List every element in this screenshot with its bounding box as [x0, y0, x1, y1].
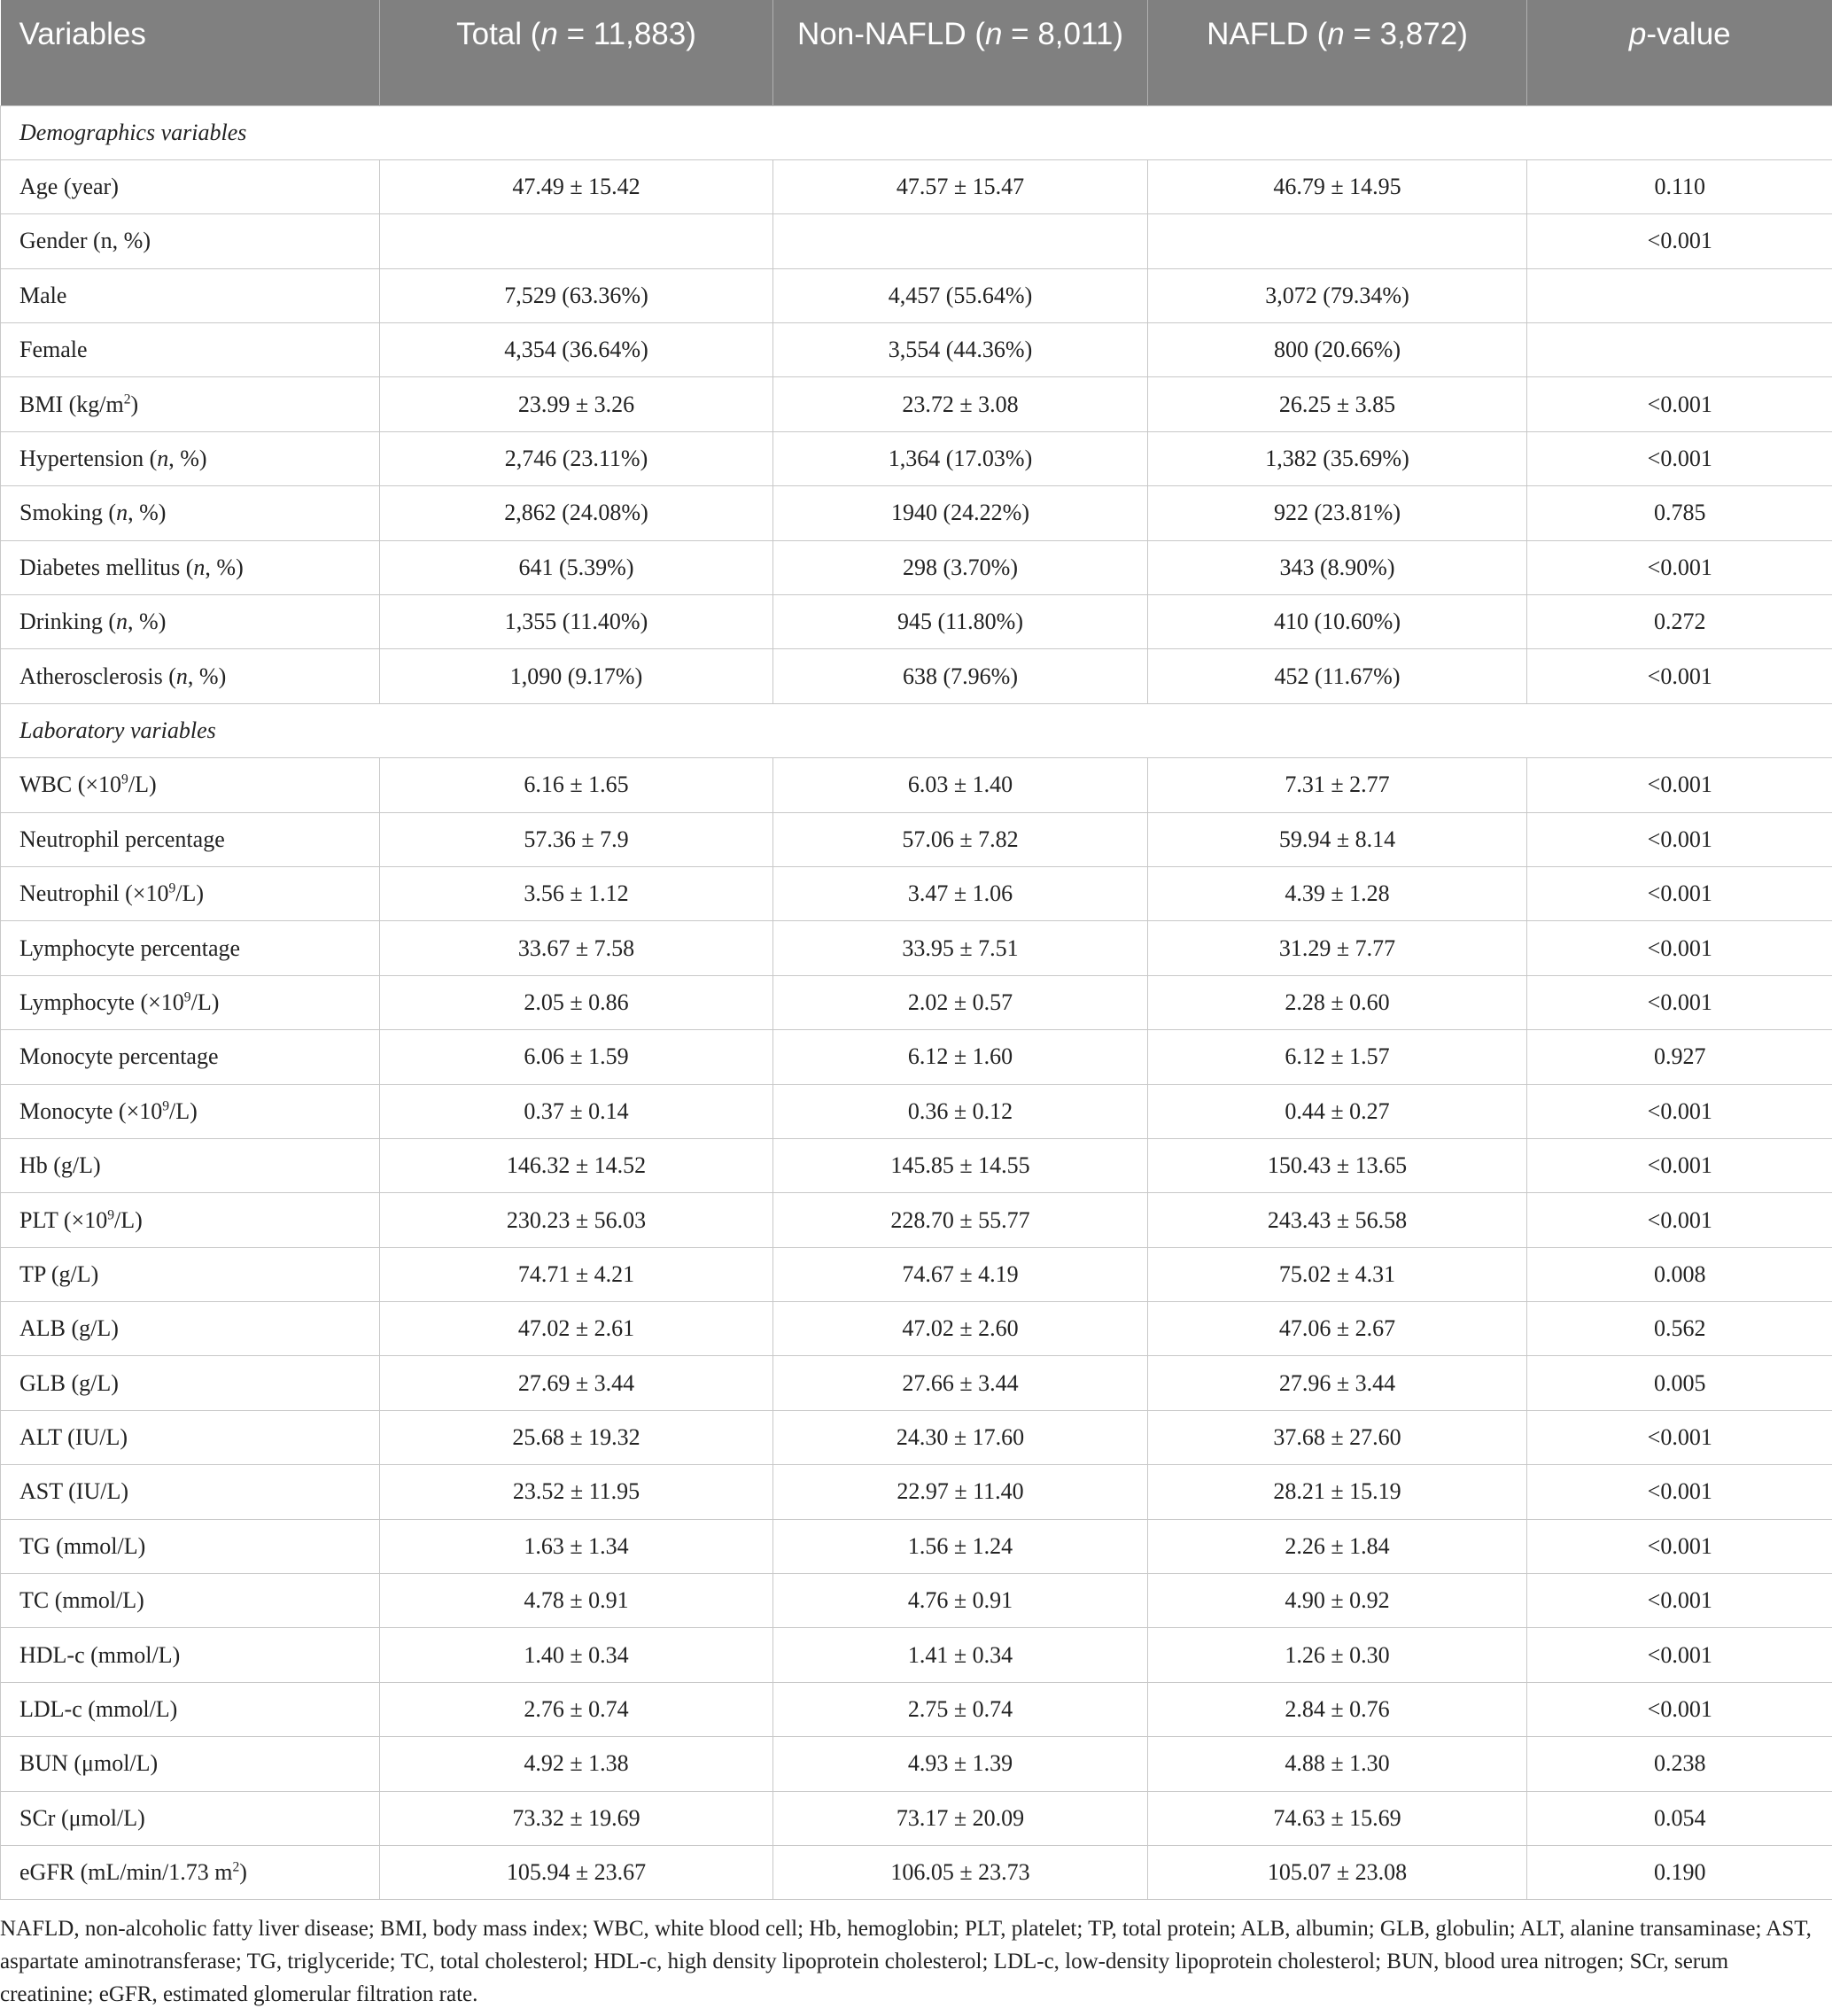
cell-non-nafld: 47.02 ± 2.60 — [773, 1302, 1148, 1356]
table-row — [1, 866, 1832, 920]
cell-non-nafld: 74.67 ± 4.19 — [773, 1247, 1148, 1301]
cell-p-value: <0.001 — [1527, 377, 1832, 431]
variable-label-text: Age (year) — [19, 174, 119, 200]
table-row — [1, 1628, 1832, 1682]
variable-label — [1, 159, 380, 213]
variable-label-text: Neutrophil percentage — [19, 826, 225, 852]
variable-label-text: Lymphocyte (×10 — [19, 989, 184, 1015]
table-row — [1, 159, 1832, 213]
variable-label-text-suffix: /L) — [169, 1097, 198, 1124]
variable-label — [1, 1356, 380, 1410]
variable-label-italic: n — [157, 446, 169, 472]
variable-label — [1, 1030, 380, 1084]
variable-label-italic: n — [116, 500, 128, 526]
header-total-italic: n — [540, 17, 558, 51]
cell-total: 2,746 (23.11%) — [380, 431, 773, 485]
cell-p-value — [1527, 268, 1832, 322]
cell-non-nafld: 638 (7.96%) — [773, 649, 1148, 703]
header-non-nafld — [773, 0, 1148, 105]
cell-non-nafld: 2.02 ± 0.57 — [773, 975, 1148, 1029]
variable-label-text: Female — [19, 337, 88, 363]
cell-non-nafld: 6.03 ± 1.40 — [773, 758, 1148, 812]
variable-label — [1, 1846, 380, 1900]
cell-non-nafld: 27.66 ± 3.44 — [773, 1356, 1148, 1410]
variable-label — [1, 540, 380, 594]
cell-total — [380, 214, 773, 268]
cell-non-nafld: 1,364 (17.03%) — [773, 431, 1148, 485]
variable-label — [1, 1574, 380, 1628]
cell-non-nafld: 298 (3.70%) — [773, 540, 1148, 594]
variable-label-superscript: 9 — [162, 1098, 170, 1114]
cell-total: 27.69 ± 3.44 — [380, 1356, 773, 1410]
cell-non-nafld: 23.72 ± 3.08 — [773, 377, 1148, 431]
table-row — [1, 1791, 1832, 1845]
header-p-value — [1527, 0, 1832, 105]
cell-non-nafld: 47.57 ± 15.47 — [773, 159, 1148, 213]
cell-nafld: 75.02 ± 4.31 — [1148, 1247, 1527, 1301]
variable-label — [1, 1193, 380, 1247]
cell-p-value: 0.562 — [1527, 1302, 1832, 1356]
header-non-nafld-text: Non-NAFLD ( — [797, 17, 985, 51]
variable-label-text: TG (mmol/L) — [19, 1532, 146, 1559]
variable-label — [1, 1519, 380, 1573]
variable-label-text: Hypertension ( — [19, 446, 158, 472]
variable-label — [1, 1410, 380, 1464]
table-row — [1, 431, 1832, 485]
variable-label-text: AST (IU/L) — [19, 1478, 129, 1505]
variable-label — [1, 866, 380, 920]
header-nafld-text-suffix: = 3,872) — [1344, 17, 1468, 51]
cell-nafld: 47.06 ± 2.67 — [1148, 1302, 1527, 1356]
variable-label-superscript: 9 — [168, 880, 176, 896]
variable-label-text-suffix: /L) — [128, 772, 157, 798]
table-row — [1, 1846, 1832, 1900]
cell-total: 4,354 (36.64%) — [380, 323, 773, 377]
variable-label-text: BMI (kg/m — [19, 391, 124, 417]
variable-label — [1, 486, 380, 540]
cell-nafld: 452 (11.67%) — [1148, 649, 1527, 703]
cell-non-nafld: 1.56 ± 1.24 — [773, 1519, 1148, 1573]
cell-nafld — [1148, 214, 1527, 268]
header-non-nafld-text-suffix: = 8,011) — [1002, 17, 1123, 51]
cell-non-nafld: 4.76 ± 0.91 — [773, 1574, 1148, 1628]
cell-nafld: 105.07 ± 23.08 — [1148, 1846, 1527, 1900]
cell-nafld: 1,382 (35.69%) — [1148, 431, 1527, 485]
cell-nafld: 922 (23.81%) — [1148, 486, 1527, 540]
variable-label-text: HDL-c (mmol/L) — [19, 1641, 181, 1668]
table-header — [1, 0, 1832, 105]
cell-total: 2.05 ± 0.86 — [380, 975, 773, 1029]
table-row — [1, 1193, 1832, 1247]
cell-nafld: 3,072 (79.34%) — [1148, 268, 1527, 322]
variable-label — [1, 431, 380, 485]
cell-non-nafld: 4.93 ± 1.39 — [773, 1737, 1148, 1791]
cell-p-value: 0.272 — [1527, 595, 1832, 649]
cell-non-nafld: 945 (11.80%) — [773, 595, 1148, 649]
table-row — [1, 1356, 1832, 1410]
cell-nafld: 410 (10.60%) — [1148, 595, 1527, 649]
cell-nafld: 27.96 ± 3.44 — [1148, 1356, 1527, 1410]
cell-non-nafld: 0.36 ± 0.12 — [773, 1084, 1148, 1138]
header-nafld — [1148, 0, 1527, 105]
cell-total: 1.63 ± 1.34 — [380, 1519, 773, 1573]
section-row — [1, 105, 1832, 159]
cell-nafld: 74.63 ± 15.69 — [1148, 1791, 1527, 1845]
variable-label-italic: n — [175, 663, 188, 689]
variable-label-text: Monocyte (×10 — [19, 1097, 163, 1124]
table-row — [1, 758, 1832, 812]
cell-total: 7,529 (63.36%) — [380, 268, 773, 322]
cell-nafld: 28.21 ± 15.19 — [1148, 1465, 1527, 1519]
table-row — [1, 1737, 1832, 1791]
header-total — [380, 0, 773, 105]
variable-label — [1, 1628, 380, 1682]
header-total-text: Total ( — [456, 17, 541, 51]
cell-p-value: <0.001 — [1527, 540, 1832, 594]
variable-label-superscript: 2 — [232, 1859, 240, 1875]
cell-non-nafld: 22.97 ± 11.40 — [773, 1465, 1148, 1519]
cell-p-value: 0.785 — [1527, 486, 1832, 540]
table-row — [1, 1574, 1832, 1628]
variable-label-text: ALT (IU/L) — [19, 1424, 128, 1451]
cell-nafld: 343 (8.90%) — [1148, 540, 1527, 594]
cell-nafld: 150.43 ± 13.65 — [1148, 1138, 1527, 1192]
table-row — [1, 214, 1832, 268]
cell-total: 23.99 ± 3.26 — [380, 377, 773, 431]
cell-non-nafld: 145.85 ± 14.55 — [773, 1138, 1148, 1192]
header-p-value-text-suffix: -value — [1646, 17, 1731, 51]
variable-label — [1, 1465, 380, 1519]
cell-total: 2.76 ± 0.74 — [380, 1682, 773, 1736]
variable-label — [1, 812, 380, 866]
cell-total: 4.78 ± 0.91 — [380, 1574, 773, 1628]
variable-label-text: Lymphocyte percentage — [19, 934, 241, 961]
variable-label-text-suffix: , %) — [187, 663, 227, 689]
cell-p-value: 0.110 — [1527, 159, 1832, 213]
cell-p-value: <0.001 — [1527, 1193, 1832, 1247]
header-p-value-italic: p — [1628, 17, 1647, 51]
cell-p-value: <0.001 — [1527, 1574, 1832, 1628]
cell-p-value: 0.054 — [1527, 1791, 1832, 1845]
cell-p-value: <0.001 — [1527, 1410, 1832, 1464]
variable-label-text: Drinking ( — [19, 609, 117, 635]
variable-label-text: GLB (g/L) — [19, 1369, 119, 1396]
header-nafld-text: NAFLD ( — [1207, 17, 1328, 51]
table-row — [1, 540, 1832, 594]
cell-total: 641 (5.39%) — [380, 540, 773, 594]
header-variables — [1, 0, 380, 105]
cell-total: 3.56 ± 1.12 — [380, 866, 773, 920]
cell-non-nafld: 3.47 ± 1.06 — [773, 866, 1148, 920]
variable-label-text: TP (g/L) — [19, 1260, 99, 1287]
table-row — [1, 975, 1832, 1029]
variable-label-text: Smoking ( — [19, 500, 117, 526]
table-row — [1, 1302, 1832, 1356]
cell-p-value: 0.005 — [1527, 1356, 1832, 1410]
variable-label-text: PLT (×10 — [19, 1206, 108, 1233]
variable-label — [1, 377, 380, 431]
variable-label-text: ALB (g/L) — [19, 1315, 119, 1342]
variable-label — [1, 214, 380, 268]
cell-p-value: 0.238 — [1527, 1737, 1832, 1791]
cell-total: 74.71 ± 4.21 — [380, 1247, 773, 1301]
variable-label-italic: n — [116, 609, 128, 635]
cell-p-value: <0.001 — [1527, 975, 1832, 1029]
cell-total: 105.94 ± 23.67 — [380, 1846, 773, 1900]
cell-nafld: 4.39 ± 1.28 — [1148, 866, 1527, 920]
variable-label-text-suffix: , %) — [128, 500, 167, 526]
cell-total: 6.06 ± 1.59 — [380, 1030, 773, 1084]
cell-nafld: 800 (20.66%) — [1148, 323, 1527, 377]
cell-nafld: 4.88 ± 1.30 — [1148, 1737, 1527, 1791]
variable-label-text: Monocyte percentage — [19, 1043, 219, 1070]
variable-label — [1, 323, 380, 377]
variable-label-text: Atherosclerosis ( — [19, 663, 176, 689]
cell-non-nafld: 4,457 (55.64%) — [773, 268, 1148, 322]
variable-label-text-suffix: , %) — [205, 554, 244, 580]
table-row — [1, 1410, 1832, 1464]
section-title: Demographics variables — [1, 105, 1832, 159]
cell-total: 73.32 ± 19.69 — [380, 1791, 773, 1845]
cell-p-value: 0.190 — [1527, 1846, 1832, 1900]
cell-p-value: <0.001 — [1527, 1628, 1832, 1682]
cell-total: 230.23 ± 56.03 — [380, 1193, 773, 1247]
cell-p-value: <0.001 — [1527, 1519, 1832, 1573]
cell-total: 23.52 ± 11.95 — [380, 1465, 773, 1519]
cell-total: 47.02 ± 2.61 — [380, 1302, 773, 1356]
cell-nafld: 2.26 ± 1.84 — [1148, 1519, 1527, 1573]
cell-nafld: 2.28 ± 0.60 — [1148, 975, 1527, 1029]
cell-non-nafld: 33.95 ± 7.51 — [773, 921, 1148, 975]
variable-label-superscript: 9 — [107, 1206, 114, 1222]
table-row — [1, 486, 1832, 540]
cell-total: 1,090 (9.17%) — [380, 649, 773, 703]
section-row — [1, 703, 1832, 757]
cell-non-nafld: 106.05 ± 23.73 — [773, 1846, 1148, 1900]
cell-non-nafld: 1940 (24.22%) — [773, 486, 1148, 540]
variable-label-text-suffix: , %) — [128, 609, 167, 635]
header-row — [1, 0, 1832, 105]
variable-label-text: eGFR (mL/min/1.73 m — [19, 1859, 233, 1886]
cell-non-nafld: 24.30 ± 17.60 — [773, 1410, 1148, 1464]
table-row — [1, 595, 1832, 649]
table-row — [1, 649, 1832, 703]
cell-p-value: <0.001 — [1527, 758, 1832, 812]
table-footnote: NAFLD, non-alcoholic fatty liver disease; BMI, body mass index; WBC, white blood cell; Hb, hemoglobin; PLT, platelet; TP, total protein; ALB, albumin; GLB, globulin; ALT, alanine transaminase; AST, aspartate aminotransferase; TG, triglyceride; TC, total cholesterol; HDL-c, high density lipoprotein cholesterol; LDL-c, low-density lipoprotein cholesterol; BUN, blood urea nitrogen; SCr, serum creatinine; eGFR, estimated glomerular filtration rate. — [0, 1917, 1812, 2007]
variable-label — [1, 1138, 380, 1192]
header-nafld-italic: n — [1327, 17, 1345, 51]
cell-p-value: 0.008 — [1527, 1247, 1832, 1301]
cell-total: 6.16 ± 1.65 — [380, 758, 773, 812]
section-title: Laboratory variables — [1, 703, 1832, 757]
cell-nafld: 4.90 ± 0.92 — [1148, 1574, 1527, 1628]
variable-label-text-suffix: , %) — [168, 446, 207, 472]
cell-total: 25.68 ± 19.32 — [380, 1410, 773, 1464]
cell-total: 146.32 ± 14.52 — [380, 1138, 773, 1192]
variable-label — [1, 921, 380, 975]
cell-total: 4.92 ± 1.38 — [380, 1737, 773, 1791]
variable-label-text: LDL-c (mmol/L) — [19, 1696, 178, 1723]
cell-total: 2,862 (24.08%) — [380, 486, 773, 540]
cell-nafld: 59.94 ± 8.14 — [1148, 812, 1527, 866]
variable-label-text-suffix: ) — [239, 1859, 247, 1886]
header-non-nafld-italic: n — [984, 17, 1003, 51]
variable-label-text: SCr (μmol/L) — [19, 1804, 145, 1831]
cell-p-value: <0.001 — [1527, 921, 1832, 975]
cell-non-nafld: 73.17 ± 20.09 — [773, 1791, 1148, 1845]
cell-total: 57.36 ± 7.9 — [380, 812, 773, 866]
table-row — [1, 323, 1832, 377]
cell-total: 47.49 ± 15.42 — [380, 159, 773, 213]
cell-nafld: 0.44 ± 0.27 — [1148, 1084, 1527, 1138]
variable-label — [1, 1247, 380, 1301]
variable-label-superscript: 9 — [183, 989, 191, 1005]
cell-total: 33.67 ± 7.58 — [380, 921, 773, 975]
variable-label-text-suffix: /L) — [175, 880, 205, 907]
cell-p-value: <0.001 — [1527, 1465, 1832, 1519]
cell-total: 1,355 (11.40%) — [380, 595, 773, 649]
table-row — [1, 921, 1832, 975]
variable-label — [1, 1682, 380, 1736]
variable-label — [1, 649, 380, 703]
table-row — [1, 268, 1832, 322]
header-variables-text: Variables — [19, 17, 146, 51]
cell-nafld: 37.68 ± 27.60 — [1148, 1410, 1527, 1464]
cell-non-nafld: 1.41 ± 0.34 — [773, 1628, 1148, 1682]
cell-non-nafld: 57.06 ± 7.82 — [773, 812, 1148, 866]
variable-label-text: WBC (×10 — [19, 772, 122, 798]
variable-label-text: Gender (n, %) — [19, 228, 151, 254]
cell-p-value — [1527, 323, 1832, 377]
variable-label-text: Male — [19, 282, 67, 308]
cell-nafld: 26.25 ± 3.85 — [1148, 377, 1527, 431]
cell-p-value: <0.001 — [1527, 866, 1832, 920]
variable-label-text: Neutrophil (×10 — [19, 880, 169, 907]
variable-label-text-suffix: ) — [130, 391, 139, 417]
header-total-text-suffix: = 11,883) — [557, 17, 696, 51]
variable-label-text: BUN (μmol/L) — [19, 1750, 159, 1777]
cell-p-value: <0.001 — [1527, 431, 1832, 485]
cell-p-value: <0.001 — [1527, 649, 1832, 703]
cell-p-value: <0.001 — [1527, 812, 1832, 866]
cell-p-value: <0.001 — [1527, 1682, 1832, 1736]
table-row — [1, 1682, 1832, 1736]
table-row — [1, 377, 1832, 431]
cell-nafld: 31.29 ± 7.77 — [1148, 921, 1527, 975]
cell-total: 1.40 ± 0.34 — [380, 1628, 773, 1682]
variable-label-superscript: 2 — [123, 391, 131, 407]
variable-label-text-suffix: /L) — [114, 1206, 143, 1233]
table-row — [1, 1138, 1832, 1192]
variable-label — [1, 595, 380, 649]
cell-p-value: <0.001 — [1527, 1084, 1832, 1138]
cell-non-nafld — [773, 214, 1148, 268]
cell-nafld: 2.84 ± 0.76 — [1148, 1682, 1527, 1736]
variable-label — [1, 975, 380, 1029]
variable-label — [1, 1791, 380, 1845]
variable-label-text-suffix: /L) — [190, 989, 220, 1015]
table-row — [1, 1465, 1832, 1519]
table-row — [1, 1030, 1832, 1084]
variable-label-text: Diabetes mellitus ( — [19, 554, 194, 580]
cell-nafld: 46.79 ± 14.95 — [1148, 159, 1527, 213]
cell-p-value: <0.001 — [1527, 214, 1832, 268]
table-row — [1, 1519, 1832, 1573]
cell-non-nafld: 3,554 (44.36%) — [773, 323, 1148, 377]
variable-label-text: TC (mmol/L) — [19, 1587, 144, 1614]
cell-non-nafld: 6.12 ± 1.60 — [773, 1030, 1148, 1084]
variable-label — [1, 1084, 380, 1138]
variable-label-superscript: 9 — [121, 772, 128, 787]
cell-p-value: <0.001 — [1527, 1138, 1832, 1192]
variable-label — [1, 1737, 380, 1791]
cell-non-nafld: 228.70 ± 55.77 — [773, 1193, 1148, 1247]
cell-total: 0.37 ± 0.14 — [380, 1084, 773, 1138]
variable-label-italic: n — [193, 554, 206, 580]
variable-label-text: Hb (g/L) — [19, 1152, 101, 1179]
table-row — [1, 1084, 1832, 1138]
cell-nafld: 6.12 ± 1.57 — [1148, 1030, 1527, 1084]
table-row — [1, 1247, 1832, 1301]
cell-p-value: 0.927 — [1527, 1030, 1832, 1084]
cell-nafld: 243.43 ± 56.58 — [1148, 1193, 1527, 1247]
variable-label — [1, 1302, 380, 1356]
table-row — [1, 812, 1832, 866]
cell-non-nafld: 2.75 ± 0.74 — [773, 1682, 1148, 1736]
variable-label — [1, 758, 380, 812]
cell-nafld: 1.26 ± 0.30 — [1148, 1628, 1527, 1682]
table-body — [1, 105, 1832, 1900]
variable-label — [1, 268, 380, 322]
cell-nafld: 7.31 ± 2.77 — [1148, 758, 1527, 812]
